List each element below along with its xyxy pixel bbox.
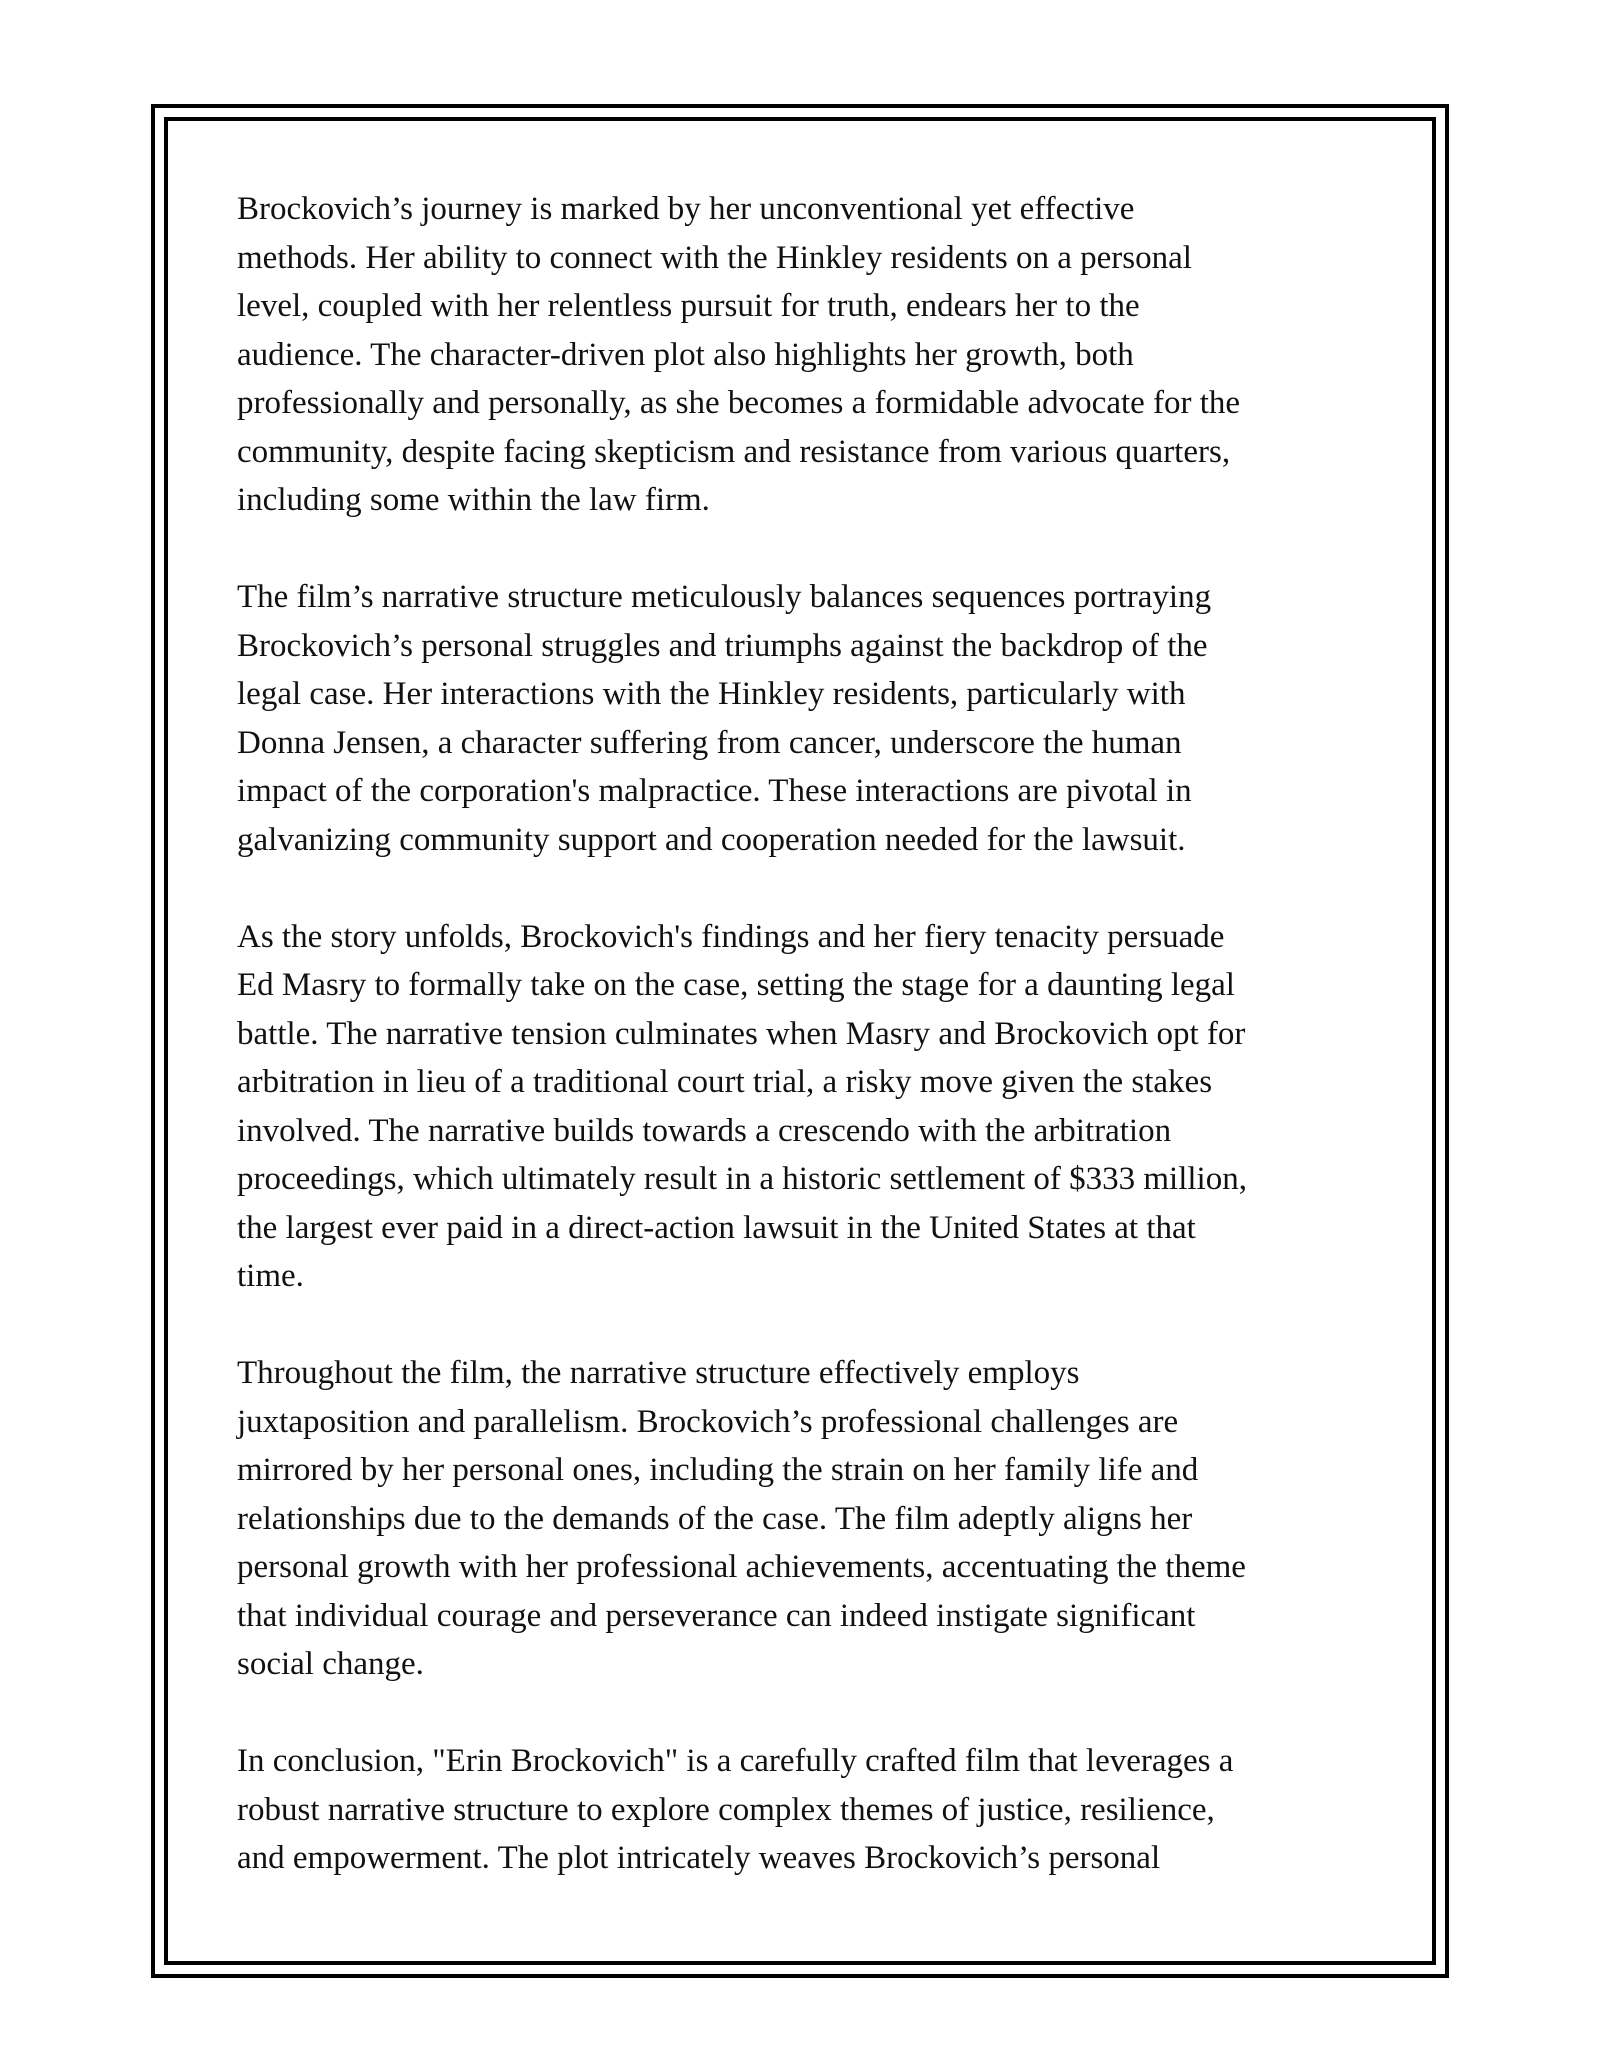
paragraph-1: Brockovich’s journey is marked by her unconventional yet effective methods. Her ability to connect with the Hinkley residents on a personal level, coupled with her relentless pursuit for truth, endears her to the audience. The character-driven plot also highlights her growth, both professionally and personally, as she becomes a formidable advocate for the community, despite facing skepticism and resistance from various quarters, including some within the law firm.	[237, 191, 1241, 518]
paragraph-4: Throughout the film, the narrative structure effectively employs juxtaposition and parallelism. Brockovich’s professional challenges are mirrored by her personal ones, including the strain on her family life and relationships due to the demands of the case. The film adeptly aligns her personal growth with her professional achievements, accentuating the theme that individual courage and perseverance can indeed instigate significant social change.	[237, 1355, 1246, 1682]
paragraph-2: The film’s narrative structure meticulously balances sequences portraying Brockovich’s personal struggles and triumphs against the backdrop of the legal case. Her interactions with the Hinkley residents, particularly with Donna Jensen, a character suffering from cancer, underscore the human impact of the corporation's malpractice. These interactions are pivotal in galvanizing community support and cooperation needed for the lawsuit.	[237, 579, 1212, 858]
paragraph-5: In conclusion, "Erin Brockovich" is a carefully crafted film that leverages a robust narrative structure to explore complex themes of justice, resilience, and empowerment. The plot intricately weaves Brockovich’s personal	[237, 1743, 1234, 1876]
paragraph-3: As the story unfolds, Brockovich's findings and her fiery tenacity persuade Ed Masry to formally take on the case, setting the stage for a daunting legal battle. The narrative tension culminates when Masry and Brockovich opt for arbitration in lieu of a traditional court trial, a risky move given the stakes involved. The narrative builds towards a crescendo with the arbitration proceedings, which ultimately result in a historic settlement of $333 million, the largest ever paid in a direct-action lawsuit in the United States at that time.	[237, 918, 1247, 1294]
document-body	[237, 185, 1377, 1883]
